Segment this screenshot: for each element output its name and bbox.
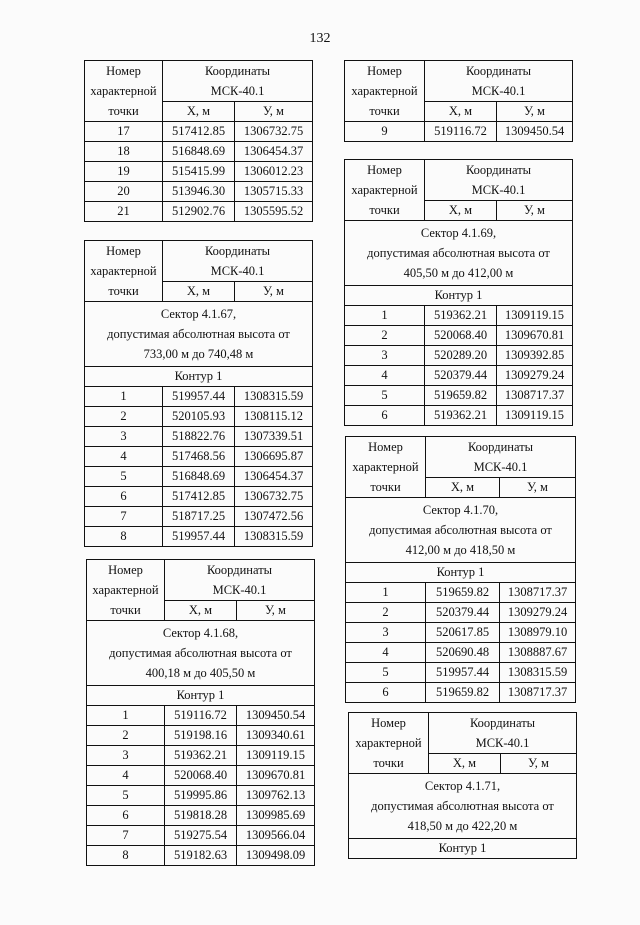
point-number-cell: 3 <box>346 623 426 643</box>
point-number-cell: 2 <box>85 407 163 427</box>
coords-header: Координаты МСК-40.1 <box>426 437 576 478</box>
y-coordinate-cell: 1306454.37 <box>235 142 313 162</box>
x-coordinate-cell: 513946.30 <box>163 182 235 202</box>
point-number-cell: 4 <box>345 366 425 386</box>
y-coordinate-cell: 1306454.37 <box>235 467 313 487</box>
x-coordinate-cell: 515415.99 <box>163 162 235 182</box>
table-row <box>345 326 573 346</box>
point-number-cell: 3 <box>87 746 165 766</box>
x-coordinate-cell: 519362.21 <box>165 746 237 766</box>
y-coordinate-cell: 1308717.37 <box>497 386 573 406</box>
point-number-cell: 8 <box>85 527 163 547</box>
table-row <box>345 406 573 426</box>
x-header: Х, м <box>425 201 497 221</box>
x-coordinate-cell: 519182.63 <box>165 846 237 866</box>
x-coordinate-cell: 520379.44 <box>425 366 497 386</box>
point-number-cell: 1 <box>85 387 163 407</box>
y-header: У, м <box>500 478 576 498</box>
point-number-cell: 19 <box>85 162 163 182</box>
y-coordinate-cell: 1309119.15 <box>237 746 315 766</box>
x-coordinate-cell: 520289.20 <box>425 346 497 366</box>
table-row <box>85 467 313 487</box>
coords-header: Координаты МСК-40.1 <box>165 560 315 601</box>
coords-header: Координаты МСК-40.1 <box>429 713 577 754</box>
point-number-cell: 5 <box>87 786 165 806</box>
sector-caption: Сектор 4.1.67, допустимая абсолютная высота от 733,00 м до 740,48 м <box>85 302 313 367</box>
point-number-cell: 7 <box>87 826 165 846</box>
y-coordinate-cell: 1309392.85 <box>497 346 573 366</box>
point-number-cell: 2 <box>345 326 425 346</box>
table-row <box>346 603 576 623</box>
y-header: У, м <box>235 282 313 302</box>
x-coordinate-cell: 520690.48 <box>426 643 500 663</box>
x-coordinate-cell: 520379.44 <box>426 603 500 623</box>
point-number-cell: 6 <box>85 487 163 507</box>
table-row <box>85 142 313 162</box>
y-coordinate-cell: 1308717.37 <box>500 583 576 603</box>
sector-caption: Сектор 4.1.70, допустимая абсолютная высота от 412,00 м до 418,50 м <box>346 498 576 563</box>
y-coordinate-cell: 1309279.24 <box>500 603 576 623</box>
y-coordinate-cell: 1309498.09 <box>237 846 315 866</box>
y-coordinate-cell: 1307472.56 <box>235 507 313 527</box>
table-row <box>85 387 313 407</box>
sector-caption: Сектор 4.1.69, допустимая абсолютная высота от 405,50 м до 412,00 м <box>345 221 573 286</box>
y-header: У, м <box>235 102 313 122</box>
x-coordinate-cell: 517412.85 <box>163 487 235 507</box>
point-number-cell: 5 <box>85 467 163 487</box>
x-coordinate-cell: 512902.76 <box>163 202 235 222</box>
table-row <box>85 122 313 142</box>
point-number-cell: 1 <box>345 306 425 326</box>
contour-label: Контур 1 <box>349 839 577 859</box>
table-row <box>345 306 573 326</box>
x-coordinate-cell: 519362.21 <box>425 306 497 326</box>
table-row <box>346 683 576 703</box>
point-number-cell: 18 <box>85 142 163 162</box>
x-coordinate-cell: 517412.85 <box>163 122 235 142</box>
table-row <box>87 826 315 846</box>
coords-header: Координаты МСК-40.1 <box>163 241 313 282</box>
x-coordinate-cell: 518717.25 <box>163 507 235 527</box>
y-coordinate-cell: 1309450.54 <box>497 122 573 142</box>
coords-header: Координаты МСК-40.1 <box>425 160 573 201</box>
contour-label: Контур 1 <box>85 367 313 387</box>
y-coordinate-cell: 1309985.69 <box>237 806 315 826</box>
table-row <box>87 786 315 806</box>
table-row <box>87 846 315 866</box>
page-number: 132 <box>309 31 331 46</box>
y-coordinate-cell: 1306012.23 <box>235 162 313 182</box>
table-row <box>346 583 576 603</box>
table-row <box>346 623 576 643</box>
y-coordinate-cell: 1308887.67 <box>500 643 576 663</box>
y-coordinate-cell: 1308717.37 <box>500 683 576 703</box>
contour-label: Контур 1 <box>345 286 573 306</box>
y-coordinate-cell: 1307339.51 <box>235 427 313 447</box>
point-number-cell: 2 <box>87 726 165 746</box>
point-header: Номер характерной точки <box>346 437 426 498</box>
x-header: Х, м <box>425 102 497 122</box>
x-coordinate-cell: 519198.16 <box>165 726 237 746</box>
x-header: Х, м <box>163 102 235 122</box>
y-coordinate-cell: 1309670.81 <box>237 766 315 786</box>
x-coordinate-cell: 518822.76 <box>163 427 235 447</box>
contour-label: Контур 1 <box>346 563 576 583</box>
table-row <box>87 726 315 746</box>
point-number-cell: 4 <box>85 447 163 467</box>
point-number-cell: 4 <box>346 643 426 663</box>
coord-table-left-3 <box>86 559 315 866</box>
point-number-cell: 7 <box>85 507 163 527</box>
y-header: У, м <box>497 102 573 122</box>
point-header: Номер характерной точки <box>85 241 163 302</box>
point-number-cell: 5 <box>346 663 426 683</box>
coord-table-right-3 <box>345 436 576 703</box>
x-coordinate-cell: 520068.40 <box>165 766 237 786</box>
point-number-cell: 6 <box>87 806 165 826</box>
table-row <box>345 122 573 142</box>
coord-table-right-1 <box>344 60 573 142</box>
coord-table-left-2 <box>84 240 313 547</box>
x-coordinate-cell: 517468.56 <box>163 447 235 467</box>
y-header: У, м <box>237 601 315 621</box>
x-header: Х, м <box>163 282 235 302</box>
x-coordinate-cell: 520617.85 <box>426 623 500 643</box>
table-row <box>87 766 315 786</box>
y-coordinate-cell: 1308315.59 <box>235 387 313 407</box>
x-coordinate-cell: 519818.28 <box>165 806 237 826</box>
y-coordinate-cell: 1309119.15 <box>497 406 573 426</box>
x-coordinate-cell: 519659.82 <box>425 386 497 406</box>
table-row <box>85 427 313 447</box>
sector-caption: Сектор 4.1.68, допустимая абсолютная высота от 400,18 м до 405,50 м <box>87 621 315 686</box>
y-header: У, м <box>497 201 573 221</box>
x-coordinate-cell: 519659.82 <box>426 683 500 703</box>
y-coordinate-cell: 1308979.10 <box>500 623 576 643</box>
y-coordinate-cell: 1309762.13 <box>237 786 315 806</box>
table-row <box>346 663 576 683</box>
point-number-cell: 17 <box>85 122 163 142</box>
x-coordinate-cell: 519116.72 <box>165 706 237 726</box>
table-row <box>345 346 573 366</box>
y-coordinate-cell: 1308315.59 <box>235 527 313 547</box>
coords-header: Координаты МСК-40.1 <box>425 61 573 102</box>
y-coordinate-cell: 1305715.33 <box>235 182 313 202</box>
y-header: У, м <box>501 754 577 774</box>
table-row <box>85 182 313 202</box>
x-coordinate-cell: 516848.69 <box>163 142 235 162</box>
table-row <box>85 162 313 182</box>
point-number-cell: 4 <box>87 766 165 786</box>
x-coordinate-cell: 519957.44 <box>163 527 235 547</box>
table-row <box>87 806 315 826</box>
y-coordinate-cell: 1309450.54 <box>237 706 315 726</box>
table-row <box>346 643 576 663</box>
x-header: Х, м <box>426 478 500 498</box>
point-number-cell: 3 <box>85 427 163 447</box>
point-number-cell: 9 <box>345 122 425 142</box>
table-row <box>345 386 573 406</box>
x-coordinate-cell: 520105.93 <box>163 407 235 427</box>
point-header: Номер характерной точки <box>349 713 429 774</box>
table-row <box>85 507 313 527</box>
point-number-cell: 3 <box>345 346 425 366</box>
point-number-cell: 1 <box>87 706 165 726</box>
point-number-cell: 2 <box>346 603 426 623</box>
table-row <box>85 527 313 547</box>
table-row <box>85 407 313 427</box>
coords-header: Координаты МСК-40.1 <box>163 61 313 102</box>
x-coordinate-cell: 519275.54 <box>165 826 237 846</box>
point-number-cell: 6 <box>346 683 426 703</box>
point-number-cell: 1 <box>346 583 426 603</box>
point-header: Номер характерной точки <box>85 61 163 122</box>
x-coordinate-cell: 516848.69 <box>163 467 235 487</box>
x-coordinate-cell: 519957.44 <box>426 663 500 683</box>
y-coordinate-cell: 1306732.75 <box>235 122 313 142</box>
point-number-cell: 20 <box>85 182 163 202</box>
x-coordinate-cell: 519659.82 <box>426 583 500 603</box>
point-header: Номер характерной точки <box>87 560 165 621</box>
x-header: Х, м <box>165 601 237 621</box>
table-row <box>345 366 573 386</box>
x-coordinate-cell: 519995.86 <box>165 786 237 806</box>
y-coordinate-cell: 1308315.59 <box>500 663 576 683</box>
point-header: Номер характерной точки <box>345 61 425 122</box>
y-coordinate-cell: 1306732.75 <box>235 487 313 507</box>
point-number-cell: 6 <box>345 406 425 426</box>
sector-caption: Сектор 4.1.71, допустимая абсолютная высота от 418,50 м до 422,20 м <box>349 774 577 839</box>
y-coordinate-cell: 1308115.12 <box>235 407 313 427</box>
contour-label: Контур 1 <box>87 686 315 706</box>
y-coordinate-cell: 1309279.24 <box>497 366 573 386</box>
x-coordinate-cell: 520068.40 <box>425 326 497 346</box>
coord-table-left-1 <box>84 60 313 222</box>
y-coordinate-cell: 1309340.61 <box>237 726 315 746</box>
point-header: Номер характерной точки <box>345 160 425 221</box>
y-coordinate-cell: 1306695.87 <box>235 447 313 467</box>
x-coordinate-cell: 519362.21 <box>425 406 497 426</box>
y-coordinate-cell: 1309566.04 <box>237 826 315 846</box>
coord-table-right-4 <box>348 712 577 859</box>
x-header: Х, м <box>429 754 501 774</box>
x-coordinate-cell: 519957.44 <box>163 387 235 407</box>
point-number-cell: 21 <box>85 202 163 222</box>
coord-table-right-2 <box>344 159 573 426</box>
point-number-cell: 8 <box>87 846 165 866</box>
y-coordinate-cell: 1305595.52 <box>235 202 313 222</box>
y-coordinate-cell: 1309670.81 <box>497 326 573 346</box>
x-coordinate-cell: 519116.72 <box>425 122 497 142</box>
table-row <box>87 706 315 726</box>
table-row <box>85 447 313 467</box>
table-row <box>85 487 313 507</box>
table-row <box>85 202 313 222</box>
table-row <box>87 746 315 766</box>
point-number-cell: 5 <box>345 386 425 406</box>
y-coordinate-cell: 1309119.15 <box>497 306 573 326</box>
